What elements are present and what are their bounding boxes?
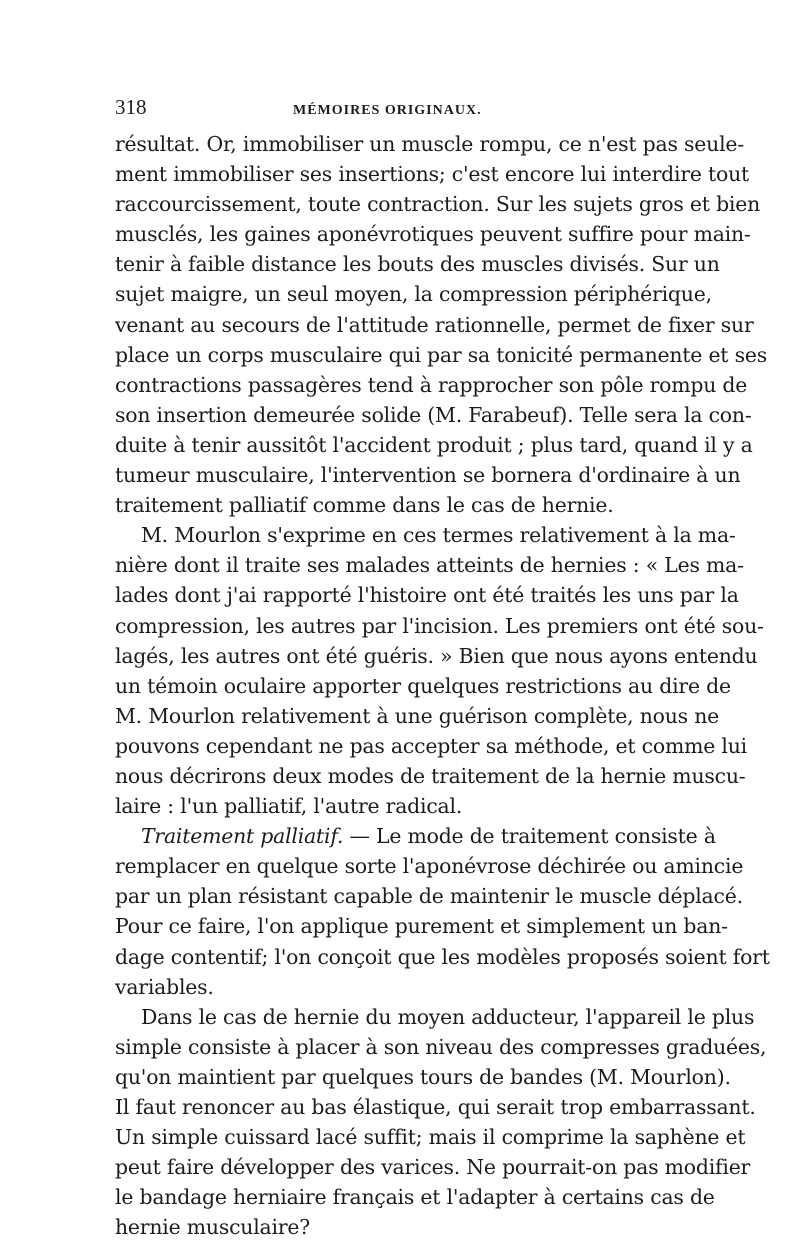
text-line: nière dont il traite ses malades atteints de hernies : « Les ma- [115,553,744,578]
text-line: qu'on maintient par quelques tours de bandes (M. Mourlon). [115,1064,731,1089]
text-line: nous décrirons deux modes de traitement de la hernie muscu- [115,763,746,788]
text-line: peut faire développer des varices. Ne pourrait-on pas modifier [115,1155,751,1180]
text-line: musclés, les gaines aponévrotiques peuvent suffire pour main- [115,222,751,247]
text-line: Dans le cas de hernie du moyen adducteur, l'appareil le plus [141,1004,755,1029]
text-line: duite à tenir aussitôt l'accident produit ; plus tard, quand il y a [115,432,753,457]
text-line: hernie musculaire? [115,1215,310,1240]
text-line: contractions passagères tend à rapprocher son pôle rompu de [115,372,748,397]
running-title: MÉMOIRES ORIGINAUX. [293,103,482,118]
text-line: lagés, les autres ont été guéris. » Bien que nous ayons entendu [115,643,758,668]
section-heading-italic: Traitement palliatif. [141,824,344,849]
body-text [115,129,770,1242]
book-page [115,95,770,1242]
text-line: venant au secours de l'attitude rationnelle, permet de fixer sur [115,312,754,337]
text-line: tumeur musculaire, l'intervention se bornera d'ordinaire à un [115,463,741,488]
paragraph [115,129,767,520]
text-line: variables. [115,974,214,999]
paragraph [115,821,770,1002]
text-line: résultat. Or, immobiliser un muscle rompu, ce n'est pas seule- [115,132,744,156]
text-line: raccourcissement, toute contraction. Sur les sujets gros et bien [115,192,761,217]
text-run: — Le mode de traitement consiste à [343,824,716,849]
text-line: laire : l'un palliatif, l'autre radical. [115,794,463,819]
text-line: dage contentif; l'on conçoit que les modèles proposés soient fort [115,944,770,969]
text-line: M. Mourlon relativement à une guérison complète, nous ne [115,703,720,728]
text-line: tenir à faible distance les bouts des muscles divisés. Sur un [115,252,720,277]
page-number: 318 [115,95,147,119]
text-line: le bandage herniaire français et l'adapter à certains cas de [115,1185,715,1210]
text-line: remplacer en quelque sorte l'aponévrose déchirée ou amincie [115,854,744,879]
text-line: M. Mourlon s'exprime en ces termes relativement à la ma- [141,523,736,548]
text-line: ment immobiliser ses insertions; c'est encore lui interdire tout [115,162,750,187]
paragraph [115,520,764,821]
text-line: par un plan résistant capable de maintenir le muscle déplacé. [115,884,743,909]
text-line: Pour ce faire, l'on applique purement et simplement un ban- [115,914,728,939]
text-line: Un simple cuissard lacé suffit; mais il comprime la saphène et [115,1125,746,1150]
text-line: pouvons cependant ne pas accepter sa méthode, et comme lui [115,733,747,758]
text-line: un témoin oculaire apporter quelques restrictions au dire de [115,673,731,698]
text-line: son insertion demeurée solide (M. Farabeuf). Telle sera la con- [115,402,752,427]
text-line: traitement palliatif comme dans le cas de hernie. [115,493,614,518]
text-line: compression, les autres par l'incision. Les premiers ont été sou- [115,613,764,638]
text-line: simple consiste à placer à son niveau des compresses graduées, [115,1034,767,1059]
text-line [115,821,716,851]
paragraph [115,1002,767,1242]
text-line: Il faut renoncer au bas élastique, qui serait trop embarrassant. [115,1095,756,1119]
text-line: lades dont j'ai rapporté l'histoire ont été traités les uns par la [115,583,739,608]
text-line: sujet maigre, un seul moyen, la compression périphérique, [115,282,712,307]
text-line: place un corps musculaire qui par sa tonicité permanente et ses [115,342,767,367]
page-header [115,95,698,129]
